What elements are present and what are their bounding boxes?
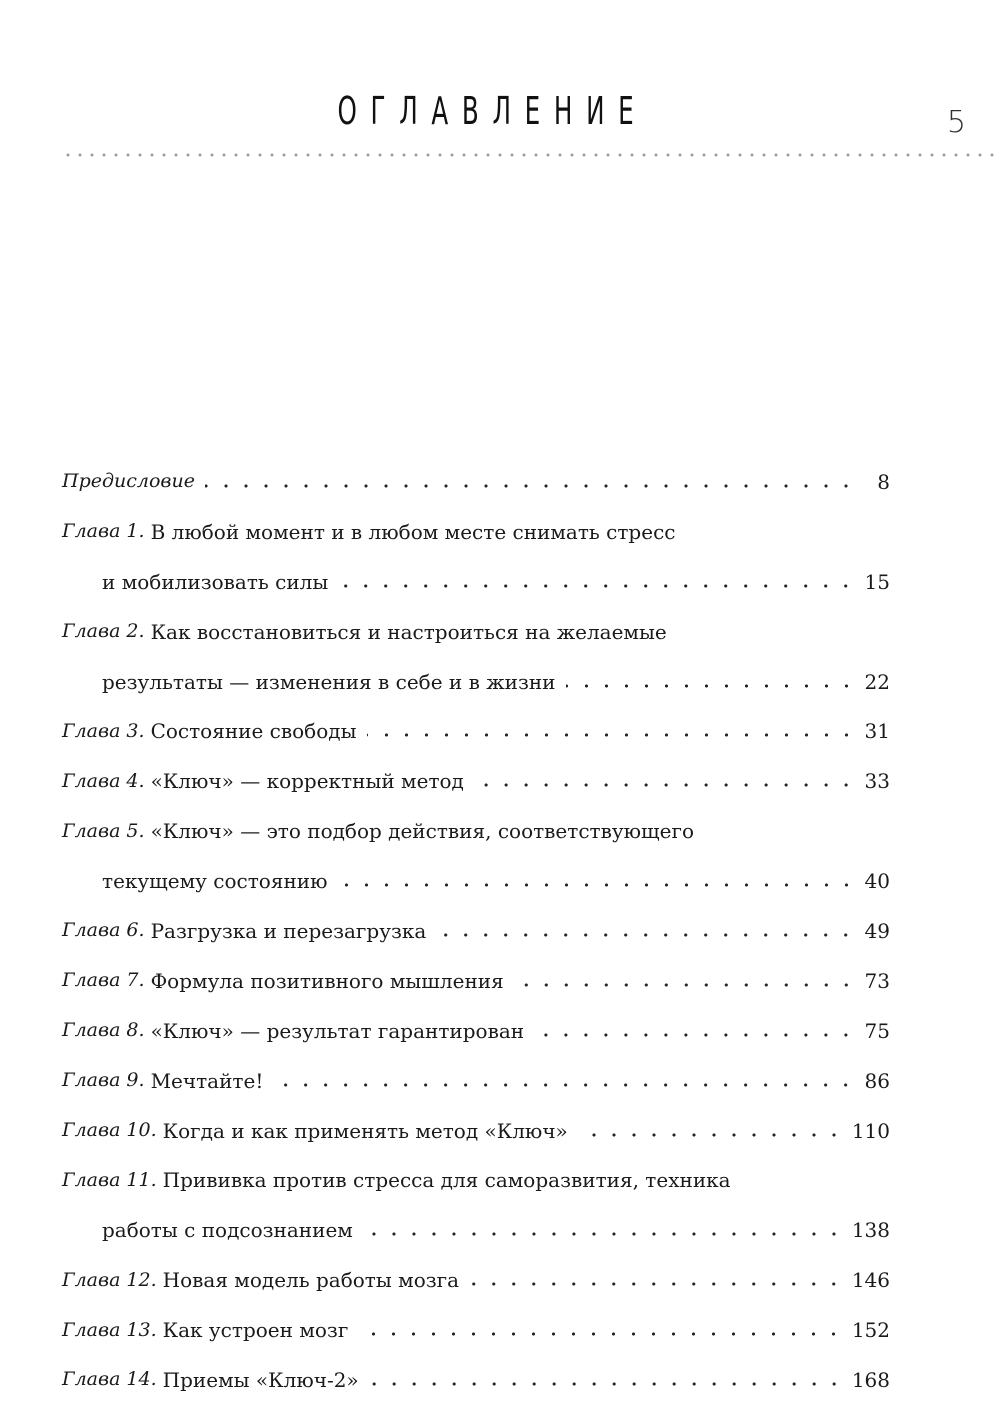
toc-page-number: 86 (864, 1068, 890, 1093)
toc-page-number: 146 (851, 1268, 890, 1293)
toc-entry-chapter-11[interactable] (62, 1155, 890, 1205)
toc-entry-title: Новая модель работы мозга (162, 1268, 460, 1293)
toc-entry-title: Мечтайте! (150, 1068, 264, 1093)
toc-entry-label: Глава 8. (62, 1019, 145, 1042)
toc-page-number: 168 (851, 1367, 890, 1392)
toc-entry-title: текущему состоянию (102, 869, 328, 894)
toc-entry-title: Как устроен мозг (162, 1318, 349, 1343)
toc-page-number: 15 (864, 569, 890, 594)
toc-entry-chapter-3[interactable] (62, 706, 890, 756)
dot-leader (566, 676, 856, 696)
toc-entry-chapter-14[interactable] (62, 1355, 890, 1405)
dot-leader (273, 1075, 856, 1095)
toc-entry-chapter-4[interactable] (62, 756, 890, 806)
toc-entry-title: «Ключ» — результат гарантирован (150, 1018, 525, 1043)
toc-page-number: 73 (864, 968, 890, 993)
toc-entry-title: Формула позитивного мышления (150, 968, 504, 993)
dot-leader (367, 725, 857, 745)
dot-leader (534, 1025, 856, 1045)
toc-entry-label: Глава 6. (62, 919, 145, 942)
toc-page-number: 40 (864, 869, 890, 894)
toc-page-number: 31 (864, 719, 890, 744)
dot-leader (205, 476, 856, 496)
toc-entry-chapter-2[interactable] (62, 607, 890, 657)
toc-page-number: 138 (851, 1218, 890, 1243)
toc-page-number: 8 (877, 469, 890, 494)
toc-entry-title: «Ключ» — это подбор действия, соответствующего (150, 819, 694, 844)
toc-entry-label: Глава 4. (62, 769, 145, 792)
dot-leader (514, 975, 856, 995)
toc-entry-chapter-8[interactable] (62, 1006, 890, 1056)
toc-entry-chapter-11-continued[interactable] (62, 1205, 890, 1255)
toc-entry-label: Предисловие (62, 470, 195, 493)
page-title: ОГЛАВЛЕНИЕ (337, 89, 648, 133)
toc-entry-chapter-2-continued[interactable] (62, 657, 890, 707)
toc-entry-chapter-13[interactable] (62, 1305, 890, 1355)
toc-entry-title: Разгрузка и перезагрузка (150, 918, 427, 943)
toc-entry-title: Прививка против стресса для саморазвития, техника (162, 1168, 731, 1193)
toc-entry-chapter-1[interactable] (62, 507, 890, 557)
toc-entry-chapter-10[interactable] (62, 1106, 890, 1156)
dot-leader (358, 1324, 844, 1344)
toc-page-number: 22 (864, 669, 890, 694)
toc-entry-label: Глава 13. (62, 1318, 157, 1341)
toc-entry-chapter-5-continued[interactable] (62, 856, 890, 906)
toc-entry-title: Состояние свободы (150, 719, 357, 744)
toc-entry-label: Глава 7. (62, 969, 145, 992)
toc-entry-chapter-6[interactable] (62, 906, 890, 956)
dot-leader (338, 576, 856, 596)
toc-entry-title: работы с подсознанием (102, 1218, 353, 1243)
dot-leader (474, 775, 856, 795)
toc-entry-label: Глава 11. (62, 1168, 157, 1191)
toc-entry-chapter-12[interactable] (62, 1255, 890, 1305)
toc-entry-title: Приемы «Ключ-2» (162, 1367, 359, 1392)
toc-entry-chapter-1-continued[interactable] (62, 557, 890, 607)
toc-entry-label: Глава 9. (62, 1069, 145, 1092)
toc-entry-label: Глава 14. (62, 1368, 157, 1391)
dot-leader (338, 875, 856, 895)
toc-entry-chapter-5[interactable] (62, 806, 890, 856)
dot-leader (578, 1125, 844, 1145)
dotted-divider (62, 153, 1000, 157)
toc-page-number: 110 (851, 1118, 890, 1143)
toc-entry-chapter-7[interactable] (62, 956, 890, 1006)
toc-entry-title: результаты — изменения в себе и в жизни (102, 669, 556, 694)
toc-page-number: 75 (864, 1018, 890, 1043)
dot-leader (363, 1224, 844, 1244)
toc-entry-label: Глава 10. (62, 1119, 157, 1142)
toc-entry-title: и мобилизовать силы (102, 569, 329, 594)
toc-entry-title: «Ключ» — корректный метод (150, 769, 464, 794)
dot-leader (469, 1274, 844, 1294)
page-number: 5 (946, 105, 966, 140)
toc-entry-chapter-9[interactable] (62, 1056, 890, 1106)
toc-page-number: 33 (864, 769, 890, 794)
toc-entry-title: Как восстановиться и настроиться на желаемые (150, 619, 667, 644)
dot-leader (436, 925, 856, 945)
toc-page-number: 49 (864, 918, 890, 943)
toc-entry-title: Когда и как применять метод «Ключ» (162, 1118, 568, 1143)
dot-leader (369, 1374, 844, 1394)
toc-entry-label: Глава 2. (62, 620, 145, 643)
toc-entry-label: Глава 12. (62, 1268, 157, 1291)
toc-page-number: 152 (851, 1318, 890, 1343)
table-of-contents (62, 457, 890, 1405)
toc-entry-title: В любой момент и в любом месте снимать стресс (150, 519, 676, 544)
toc-entry-label: Глава 3. (62, 719, 145, 742)
toc-entry-preface[interactable] (62, 457, 890, 507)
toc-entry-label: Глава 1. (62, 520, 145, 543)
toc-entry-label: Глава 5. (62, 819, 145, 842)
